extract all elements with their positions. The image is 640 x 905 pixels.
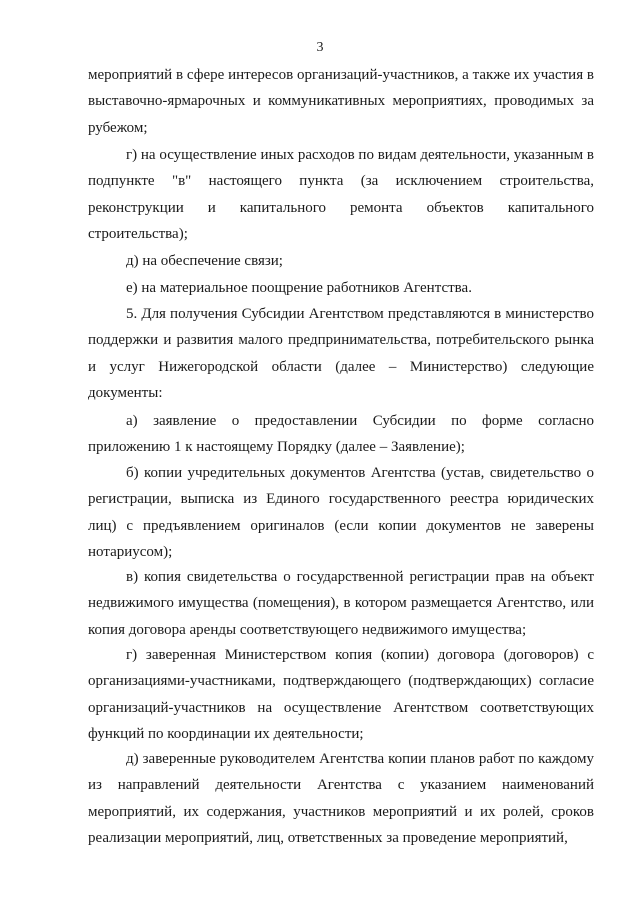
paragraph-item-g: г) на осуществление иных расходов по видам деятельности, указанным в подпункте "в" настоящего пункта (за исключением строительства, реконструкции и капитального ремонта объектов капитального строительства); xyxy=(88,147,594,243)
paragraph-item-g2: г) заверенная Министерством копия (копии) договора (договоров) с организациями-участниками, подтверждающего (подтверждающих) согласие организаций-участников на осуществление Агентством соответствующих функций по координации их деятельности; xyxy=(88,647,594,743)
paragraph-item-v: в) копия свидетельства о государственной регистрации прав на объект недвижимого имущества (помещения), в котором размещается Агентство, или копия договора аренды соответствующего недвижимого имущества; xyxy=(88,569,594,638)
paragraph-item-e: е) на материальное поощрение работников Агентства. xyxy=(126,280,472,296)
page-number: 3 xyxy=(316,40,324,55)
paragraph-item-a: а) заявление о предоставлении Субсидии по форме согласно приложению 1 к настоящему Порядку (далее – Заявление); xyxy=(88,413,594,456)
paragraph-continuation: мероприятий в сфере интересов организаций-участников, а также их участия в выставочно-ярмарочных и коммуникативных мероприятиях, проводимых за рубежом; xyxy=(88,67,594,136)
paragraph-item-d2: д) заверенные руководителем Агентства копии планов работ по каждому из направлений деятельности Агентства с указанием наименований мероприятий, их содержания, участников мероприятий и их ролей, сроков реализации мероприятий, лиц, ответственных за проведение мероприятий, xyxy=(88,751,594,847)
paragraph-point-5: 5. Для получения Субсидии Агентством представляются в министерство поддержки и развития малого предпринимательства, потребительского рынка и услуг Нижегородской области (далее – Министерство) следующие документы: xyxy=(88,306,594,402)
paragraph-item-d: д) на обеспечение связи; xyxy=(126,253,283,269)
paragraph-item-b: б) копии учредительных документов Агентства (устав, свидетельство о регистрации, выписка из Единого государственного реестра юридических лиц) с предъявлением оригиналов (если копии документов не заверены нотариусом); xyxy=(88,465,594,561)
